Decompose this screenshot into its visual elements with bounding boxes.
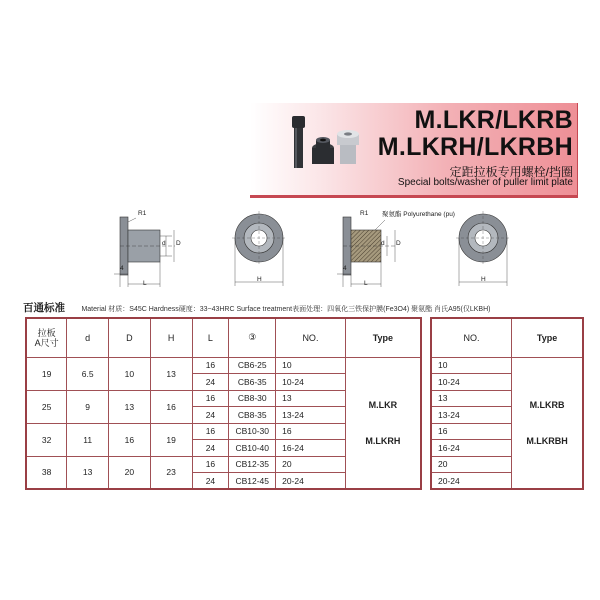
cell-no-right: 16-24	[431, 440, 512, 457]
cell-H: 13	[150, 357, 192, 390]
lkr-side-drawing	[100, 210, 195, 290]
header-underline	[250, 195, 578, 198]
cell-code: CB10-40	[229, 440, 276, 457]
header-D: D	[109, 318, 151, 357]
type-lkr: M.LKR	[368, 399, 398, 410]
standard-text: Material 材质：S45C Hardness硬度：33~43HRC Surface treatment表面处理：四氧化三铁保护膜(Fe3O4) 聚氨酯 肖氏A95(仅LKBH)	[81, 306, 491, 313]
cell-H: 16	[150, 390, 192, 423]
l-label: L	[143, 280, 147, 287]
cell-H: 23	[150, 456, 192, 489]
cell-L: 16	[192, 357, 229, 374]
title-line-1: M.LKR/LKRB	[414, 106, 573, 134]
cell-code: CB12-35	[229, 456, 276, 473]
type-cell-right	[512, 357, 583, 489]
cell-code: CB10-30	[229, 423, 276, 440]
cell-L: 24	[192, 374, 229, 391]
four-label: 4	[120, 265, 124, 272]
lkrh-end-drawing	[452, 208, 514, 286]
header-circled-3: ③	[229, 318, 276, 357]
type-lkrh: M.LKRH	[365, 435, 401, 446]
product-photo	[282, 114, 360, 174]
d-label: D	[176, 240, 181, 247]
cell-L: 24	[192, 440, 229, 457]
cell-code: CB8-35	[229, 407, 276, 424]
cell-d: 11	[67, 423, 109, 456]
d-label-b: D	[396, 240, 401, 247]
cell-no: 20	[276, 456, 346, 473]
cell-no: 10	[276, 357, 346, 374]
h-label: H	[257, 276, 262, 283]
cell-no-right: 20	[431, 456, 512, 473]
cell-d: 6.5	[67, 357, 109, 390]
cell-code: CB6-25	[229, 357, 276, 374]
d1-label: d	[162, 240, 166, 247]
header-H: H	[150, 318, 192, 357]
cell-no-right: 13	[431, 390, 512, 407]
cell-L: 24	[192, 407, 229, 424]
cell-L: 16	[192, 456, 229, 473]
cell-no-right: 20-24	[431, 473, 512, 490]
cell-D: 10	[109, 357, 151, 390]
header-d: d	[67, 318, 109, 357]
header-type: Type	[345, 318, 421, 357]
cell-D: 13	[109, 390, 151, 423]
right-spec-table	[430, 317, 584, 490]
l-label-b: L	[364, 280, 368, 287]
cell-no-right: 13-24	[431, 407, 512, 424]
cell-L: 16	[192, 423, 229, 440]
cell-L: 16	[192, 390, 229, 407]
subtitle-chinese: 定距拉板专用螺栓/挡圈	[449, 165, 573, 179]
header-type-right: Type	[512, 318, 583, 357]
cell-code: CB12-45	[229, 473, 276, 490]
d1-label-b: d	[381, 240, 385, 247]
cell-no: 16-24	[276, 440, 346, 457]
cell-no-right: 10	[431, 357, 512, 374]
cell-d: 9	[67, 390, 109, 423]
left-spec-table	[25, 317, 422, 490]
cell-no: 20-24	[276, 473, 346, 490]
cell-d: 13	[67, 456, 109, 489]
cell-code: CB8-30	[229, 390, 276, 407]
cell-a: 19	[26, 357, 67, 390]
cell-D: 20	[109, 456, 151, 489]
cell-a: 38	[26, 456, 67, 489]
r1-label: R1	[138, 210, 147, 217]
r1-label-b: R1	[360, 210, 369, 217]
cell-L: 24	[192, 473, 229, 490]
type-lkrbh: M.LKRBH	[526, 435, 568, 446]
cell-no: 10-24	[276, 374, 346, 391]
polyurethane-label: 聚氨酯 Polyurethane (pu)	[382, 211, 455, 218]
standard-title: 百通标准	[23, 302, 65, 314]
cell-no: 16	[276, 423, 346, 440]
cell-no-right: 16	[431, 423, 512, 440]
header-no-right: NO.	[431, 318, 512, 357]
cell-a: 25	[26, 390, 67, 423]
cell-H: 19	[150, 423, 192, 456]
type-cell	[345, 357, 421, 489]
header-L: L	[192, 318, 229, 357]
cell-D: 16	[109, 423, 151, 456]
title-line-2: M.LKRH/LKRBH	[377, 133, 573, 161]
cell-no-right: 10-24	[431, 374, 512, 391]
cell-code: CB6-35	[229, 374, 276, 391]
type-lkrb: M.LKRB	[529, 399, 565, 410]
lkr-end-drawing	[228, 208, 290, 286]
subtitle-english: Special bolts/washer of puller limit plate	[397, 177, 573, 188]
header-a-size: 拉板 A尺寸	[26, 318, 67, 357]
cell-no: 13	[276, 390, 346, 407]
lkrh-side-drawing	[325, 210, 415, 290]
cell-a: 32	[26, 423, 67, 456]
standard-line	[23, 298, 583, 316]
four-label-b: 4	[343, 265, 347, 272]
h-label-b: H	[481, 276, 486, 283]
header-no: NO.	[276, 318, 346, 357]
cell-no: 13-24	[276, 407, 346, 424]
